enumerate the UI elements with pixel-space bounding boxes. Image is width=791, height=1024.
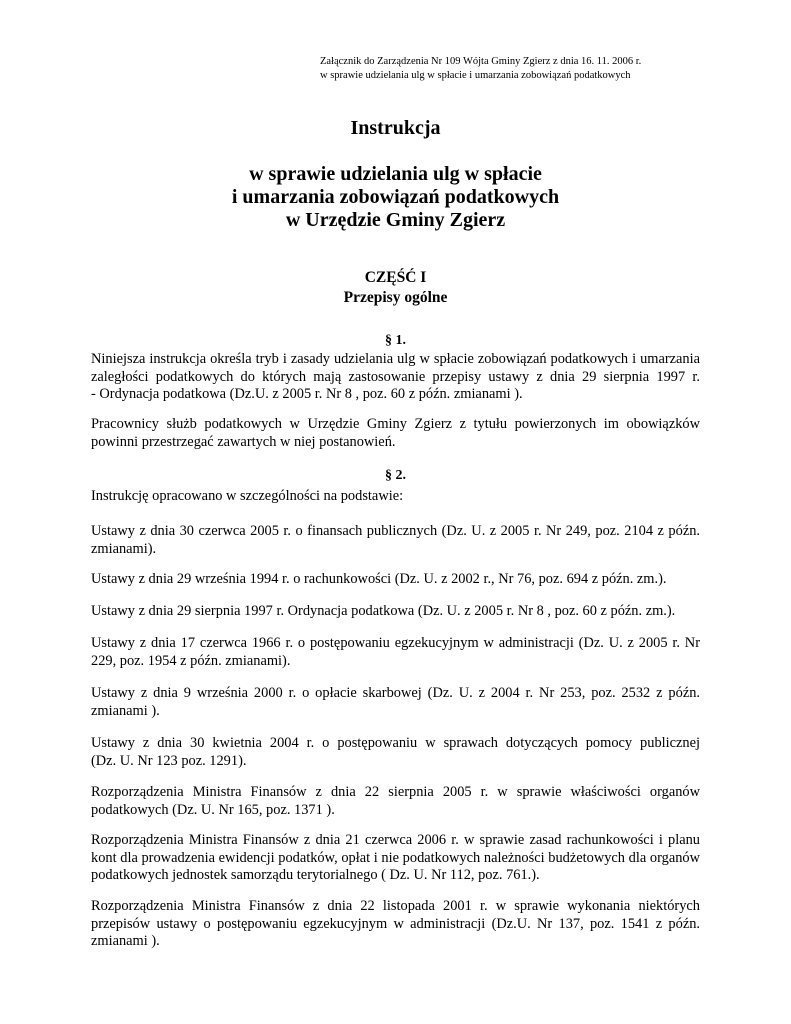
text-line: Rozporządzenia Ministra Finansów z dnia 22 sierpnia 2005 r. w sprawie właściwości organów (91, 784, 700, 800)
text-line: (Dz. U. Nr 123 poz. 1291). (91, 752, 247, 769)
section-1-paragraph-1 (91, 351, 700, 404)
subtitle-line-1: w sprawie udzielania ulg w spłacie (249, 163, 542, 185)
legal-basis-item (91, 784, 700, 819)
section-1-heading: § 1. (385, 333, 406, 348)
document-subtitle (0, 163, 791, 232)
legal-basis-item (91, 603, 700, 621)
text-line: podatkowych (Dz. U. Nr 165, poz. 1371 ). (91, 801, 335, 818)
section-2-intro (91, 488, 700, 506)
text-line: Pracownicy służb podatkowych w Urzędzie Gminy Zgierz z tytułu powierzonych im obowiązków (91, 416, 700, 432)
legal-basis-item (91, 685, 700, 720)
legal-basis-item (91, 523, 700, 558)
subtitle-line-2: i umarzania zobowiązań podatkowych (231, 186, 560, 208)
part-number: CZĘŚĆ I (364, 269, 427, 286)
text-line: Ustawy z dnia 30 kwietnia 2004 r. o postępowaniu w sprawach dotyczących pomocy publicznej (91, 735, 700, 751)
text-line: przepisów ustawy o postępowaniu egzekucyjnym w administracji (Dz.U. Nr 137, poz. 1541 z późn. (91, 915, 700, 932)
text-line: Niniejsza instrukcja określa tryb i zasady udzielania ulg w spłacie zobowiązań podatkowych i umarzania (91, 351, 700, 367)
part-heading (0, 268, 791, 308)
subtitle-line-3: w Urzędzie Gminy Zgierz (285, 209, 506, 231)
text-line: Ustawy z dnia 9 września 2000 r. o opłacie skarbowej (Dz. U. z 2004 r. Nr 253, poz. 2532 z późn. (91, 685, 700, 701)
text-line: kont dla prowadzenia ewidencji podatków, opłat i nie podatkowych należności budżetowych dla organów (91, 849, 700, 866)
legal-basis-item (91, 735, 700, 770)
text-line: Rozporządzenia Ministra Finansów z dnia 22 listopada 2001 r. w sprawie wykonania niektórych (91, 898, 700, 914)
text-line: Ustawy z dnia 30 czerwca 2005 r. o finansach publicznych (Dz. U. z 2005 r. Nr 249, poz. 2104 z późn. (91, 523, 700, 539)
text-line: zmianami ). (91, 702, 160, 719)
text-line: podatkowych jednostek samorządu terytorialnego ( Dz. U. Nr 112, poz. 761.). (91, 867, 540, 883)
section-1-paragraph-2 (91, 416, 700, 451)
document-title: Instrukcja (350, 117, 441, 139)
section-2-heading: § 2. (385, 468, 406, 483)
legal-basis-item (91, 571, 700, 589)
text-line: zmianami ). (91, 933, 160, 949)
attachment-note-line-2: w sprawie udzielania ulg w spłacie i umarzania zobowiązań podatkowych (320, 70, 631, 81)
legal-basis-item (91, 832, 700, 885)
text-line: Ustawy z dnia 17 czerwca 1966 r. o postępowaniu egzekucyjnym w administracji (Dz. U. z 2005 r. Nr (91, 635, 700, 651)
text-line: Instrukcję opracowano w szczególności na podstawie: (91, 488, 404, 504)
attachment-note (320, 55, 641, 83)
text-line: zmianami). (91, 540, 157, 557)
text-line: zaległości podatkowych do których mają zastosowanie przepisy ustawy z dnia 29 sierpnia 1997 r. (91, 368, 700, 385)
text-line: Rozporządzenia Ministra Finansów z dnia 21 czerwca 2006 r. w sprawie zasad rachunkowości i planu (91, 832, 700, 848)
text-line: Ustawy z dnia 29 sierpnia 1997 r. Ordynacja podatkowa (Dz. U. z 2005 r. Nr 8 , poz. 60 z późn. zm.). (91, 603, 676, 619)
text-line: - Ordynacja podatkowa (Dz.U. z 2005 r. Nr 8 , poz. 60 z późn. zmianami ). (91, 386, 523, 402)
legal-basis-item (91, 635, 700, 670)
attachment-note-line-1: Załącznik do Zarządzenia Nr 109 Wójta Gminy Zgierz z dnia 16. 11. 2006 r. (320, 56, 642, 67)
legal-basis-item (91, 898, 700, 951)
text-line: powinni przestrzegać zawartych w niej postanowień. (91, 433, 396, 450)
part-name: Przepisy ogólne (343, 289, 448, 306)
text-line: 229, poz. 1954 z późn. zmianami). (91, 652, 291, 669)
text-line: Ustawy z dnia 29 września 1994 r. o rachunkowości (Dz. U. z 2002 r., Nr 76, poz. 694 z późn. zm.). (91, 571, 667, 587)
